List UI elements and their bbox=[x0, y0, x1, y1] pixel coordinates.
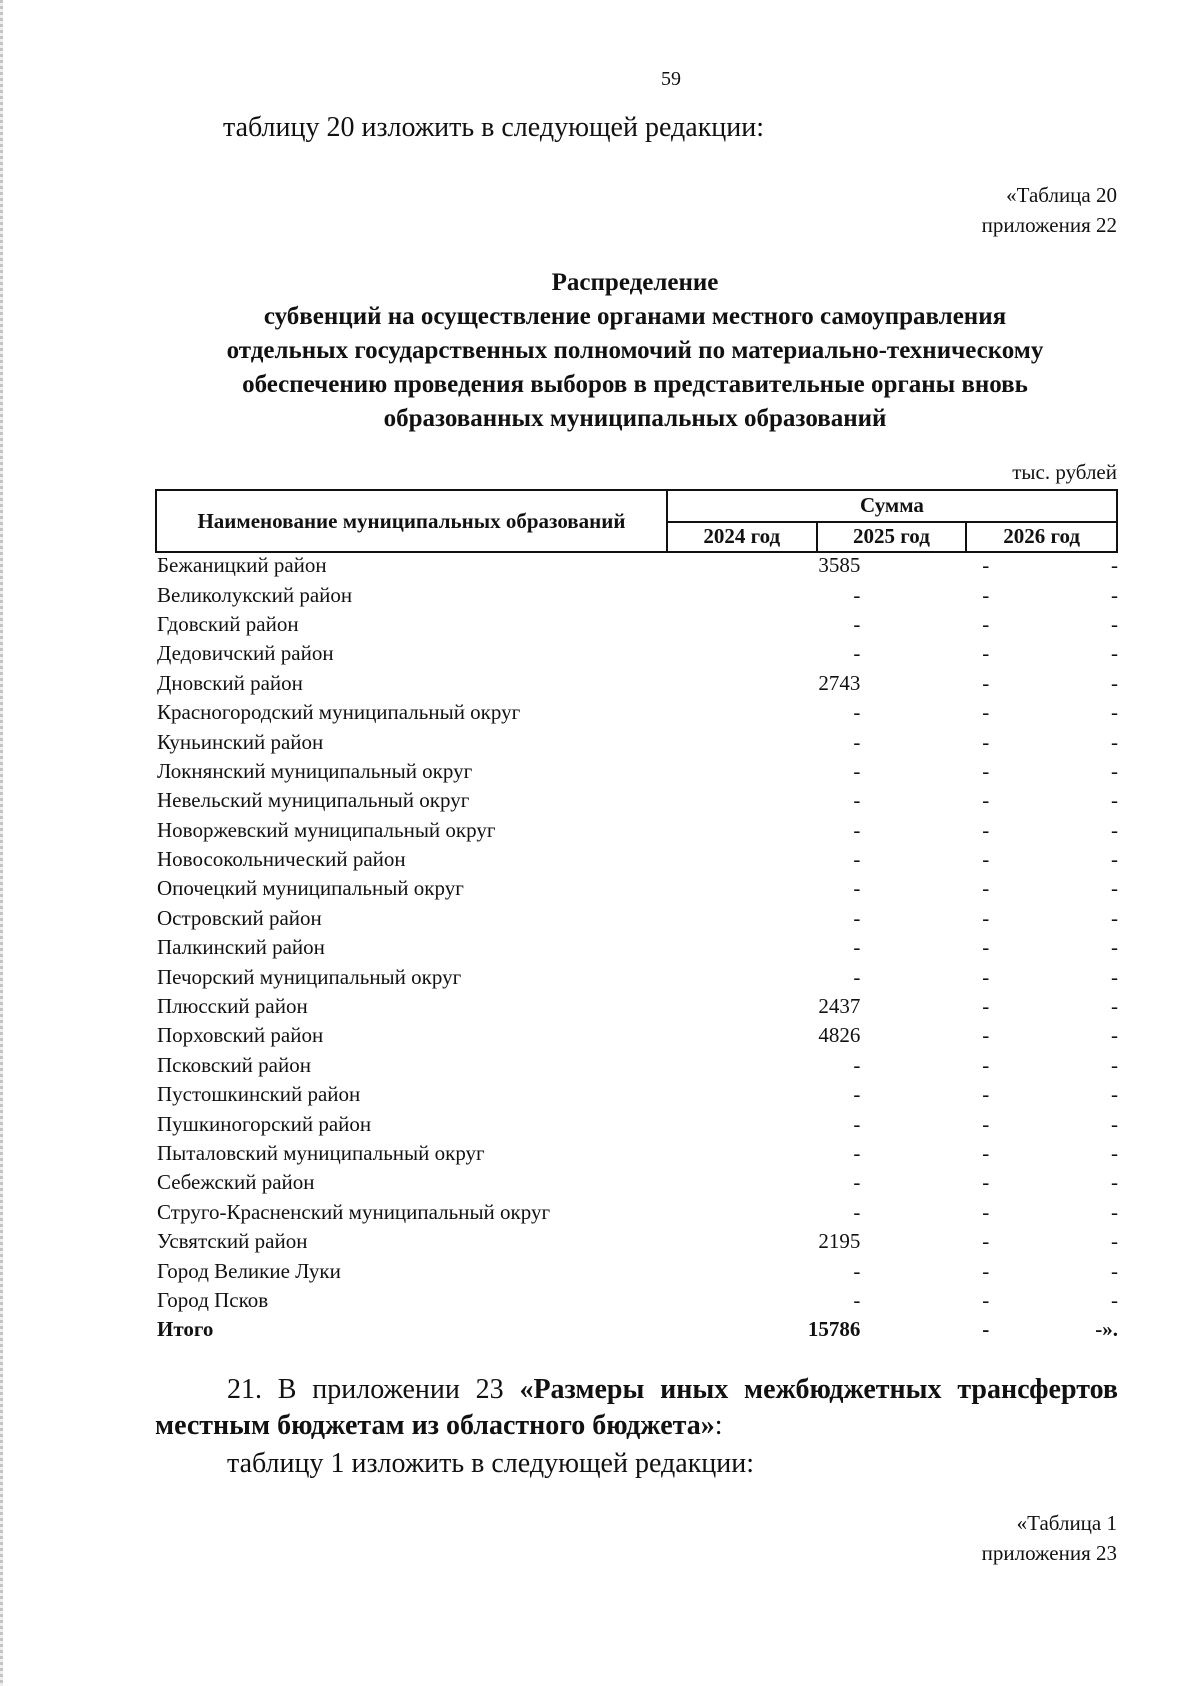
title-line: субвенций на осуществление органами местного самоуправления bbox=[263, 303, 1007, 330]
table-header bbox=[155, 489, 1118, 553]
row-name: Пыталовский муниципальный округ bbox=[157, 1141, 485, 1165]
value-2025: - bbox=[982, 582, 990, 607]
value-2025: - bbox=[982, 905, 990, 930]
table-row bbox=[155, 551, 1118, 580]
value-2024: - bbox=[853, 1111, 861, 1136]
row-name: Псковский район bbox=[157, 1052, 311, 1077]
table-row bbox=[155, 757, 1118, 786]
table-row bbox=[155, 845, 1118, 874]
value-2025: - bbox=[982, 1023, 990, 1048]
row-name: Плюсский район bbox=[157, 994, 308, 1019]
value-2024: - bbox=[853, 876, 861, 901]
value-2024: - bbox=[853, 1170, 861, 1195]
intro-text: таблицу 20 изложить в следующей редакции: bbox=[223, 112, 765, 143]
table-row bbox=[155, 639, 1118, 668]
row-name: Гдовский район bbox=[157, 611, 299, 636]
title-line: Распределение bbox=[551, 269, 719, 296]
value-2025: - bbox=[982, 1082, 990, 1107]
table-ref-line: приложения 22 bbox=[981, 213, 1117, 237]
title-line: отдельных государственных полномочий по материально-техническому bbox=[226, 337, 1044, 364]
row-name: Островский район bbox=[157, 905, 322, 930]
value-2026: - bbox=[1111, 788, 1119, 813]
value-2025: - bbox=[982, 788, 990, 813]
value-2025: - bbox=[982, 758, 990, 783]
value-2026: - bbox=[1111, 553, 1119, 578]
row-name: Дновский район bbox=[157, 670, 303, 695]
value-2025: - bbox=[982, 994, 990, 1019]
value-2024: - bbox=[853, 817, 861, 842]
row-name: Усвятский район bbox=[157, 1229, 308, 1254]
table-row bbox=[155, 1168, 1118, 1197]
row-name: Бежаницкий район bbox=[157, 553, 327, 578]
value-2026: - bbox=[1111, 1287, 1119, 1312]
value-2026: - bbox=[1111, 700, 1119, 725]
value-2025: - bbox=[982, 876, 990, 901]
table-row bbox=[155, 1256, 1118, 1285]
row-name: Струго-Красненский муниципальный округ bbox=[157, 1199, 551, 1224]
value-2026: - bbox=[1111, 1023, 1119, 1048]
value-2026: - bbox=[1111, 729, 1119, 754]
value-2025: - bbox=[982, 1258, 990, 1283]
table-row bbox=[155, 1227, 1118, 1256]
table-row bbox=[155, 1051, 1118, 1080]
value-2025: - bbox=[982, 700, 990, 725]
value-2024: - bbox=[853, 729, 861, 754]
value-2025: - bbox=[982, 1111, 990, 1136]
value-2025: - bbox=[982, 729, 990, 754]
value-2025: - bbox=[982, 935, 990, 960]
row-name: Пустошкинский район bbox=[157, 1082, 361, 1107]
value-2026: - bbox=[1111, 641, 1119, 666]
table-reference-1 bbox=[982, 1508, 1117, 1568]
table-row bbox=[155, 904, 1118, 933]
value-2024: 15786 bbox=[807, 1317, 861, 1342]
value-2024: - bbox=[853, 935, 861, 960]
header-year-2025: 2025 год bbox=[817, 522, 967, 553]
value-2026: - bbox=[1111, 1229, 1119, 1254]
value-2026: - bbox=[1111, 964, 1119, 989]
value-2024: - bbox=[853, 847, 861, 872]
table-row bbox=[155, 1286, 1118, 1315]
row-name: Невельский муниципальный округ bbox=[157, 788, 470, 813]
table-row bbox=[155, 1109, 1118, 1138]
value-2026: - bbox=[1111, 847, 1119, 872]
title-line: обеспечению проведения выборов в представительные органы вновь bbox=[242, 371, 1028, 398]
table-row bbox=[155, 610, 1118, 639]
table-body bbox=[155, 551, 1118, 1345]
value-2026: -». bbox=[1095, 1317, 1119, 1342]
value-2026: - bbox=[1111, 670, 1119, 695]
row-name: Дедовичский район bbox=[157, 641, 334, 666]
value-2025: - bbox=[982, 1170, 990, 1195]
value-2024: - bbox=[853, 582, 861, 607]
value-2024: - bbox=[853, 700, 861, 725]
value-2024: - bbox=[853, 788, 861, 813]
scan-edge bbox=[0, 0, 3, 1686]
value-2025: - bbox=[982, 1052, 990, 1077]
value-2025: - bbox=[982, 1199, 990, 1224]
row-name: Новоржевский муниципальный округ bbox=[157, 817, 496, 842]
value-2024: - bbox=[853, 1052, 861, 1077]
header-year-2026: 2026 год bbox=[966, 522, 1117, 553]
table-row bbox=[155, 1021, 1118, 1050]
value-2026: - bbox=[1111, 1082, 1119, 1107]
value-2025: - bbox=[982, 1287, 990, 1312]
value-2025: - bbox=[982, 641, 990, 666]
page-number: 59 bbox=[661, 68, 681, 90]
value-2024: - bbox=[853, 1287, 861, 1312]
value-2025: - bbox=[982, 670, 990, 695]
row-name: Итого bbox=[157, 1317, 214, 1342]
value-2026: - bbox=[1111, 935, 1119, 960]
value-2025: - bbox=[982, 1229, 990, 1254]
value-2026: - bbox=[1111, 611, 1119, 636]
table-row bbox=[155, 992, 1118, 1021]
table-reference-20 bbox=[982, 180, 1117, 240]
document-title bbox=[140, 266, 1130, 436]
value-2025: - bbox=[982, 611, 990, 636]
value-2024: 2195 bbox=[818, 1229, 861, 1254]
row-name: Куньинский район bbox=[157, 729, 324, 754]
table-row bbox=[155, 669, 1118, 698]
value-2026: - bbox=[1111, 1111, 1119, 1136]
table-row bbox=[155, 1139, 1118, 1168]
total-row bbox=[155, 1315, 1118, 1344]
value-2025: - bbox=[982, 817, 990, 842]
row-name: Себежский район bbox=[157, 1170, 315, 1195]
value-2026: - bbox=[1111, 876, 1119, 901]
value-2026: - bbox=[1111, 582, 1119, 607]
table-row bbox=[155, 580, 1118, 609]
table1-text bbox=[155, 1446, 1118, 1482]
value-2025: - bbox=[982, 847, 990, 872]
table1-text-line: таблицу 1 изложить в следующей редакции: bbox=[227, 1448, 755, 1479]
table-row bbox=[155, 962, 1118, 991]
value-2024: 4826 bbox=[818, 1023, 861, 1048]
table-ref-line: «Таблица 20 bbox=[1006, 183, 1117, 207]
value-2024: 3585 bbox=[818, 553, 861, 578]
value-2026: - bbox=[1111, 758, 1119, 783]
value-2024: - bbox=[853, 641, 861, 666]
value-2026: - bbox=[1111, 905, 1119, 930]
value-2024: - bbox=[853, 964, 861, 989]
table-row bbox=[155, 698, 1118, 727]
value-2026: - bbox=[1111, 1052, 1119, 1077]
value-2024: 2743 bbox=[818, 670, 861, 695]
paragraph-suffix: : bbox=[714, 1410, 723, 1441]
table-row bbox=[155, 1198, 1118, 1227]
value-2024: - bbox=[853, 1141, 861, 1165]
paragraph-bold-title: «Размеры иных межбюджетных трансфертов местным бюджетам из областного бюджета» bbox=[155, 1374, 1118, 1441]
value-2025: - bbox=[982, 964, 990, 989]
row-name: Опочецкий муниципальный округ bbox=[157, 876, 464, 901]
table-row bbox=[155, 727, 1118, 756]
value-2026: - bbox=[1111, 1141, 1119, 1165]
row-name: Город Псков bbox=[157, 1287, 269, 1312]
paragraph-21 bbox=[155, 1372, 1118, 1444]
table-row bbox=[155, 874, 1118, 903]
row-name: Порховский район bbox=[157, 1023, 324, 1048]
value-2024: - bbox=[853, 1258, 861, 1283]
header-year-2024: 2024 год bbox=[667, 522, 817, 553]
paragraph-prefix: 21. В приложении 23 bbox=[227, 1374, 520, 1405]
row-name: Палкинский район bbox=[157, 935, 325, 960]
value-2024: - bbox=[853, 611, 861, 636]
row-name: Великолукский район bbox=[157, 582, 353, 607]
table-row bbox=[155, 786, 1118, 815]
value-2025: - bbox=[982, 553, 990, 578]
row-name: Печорский муниципальный округ bbox=[157, 964, 462, 989]
value-2024: - bbox=[853, 1082, 861, 1107]
header-sum: Сумма bbox=[667, 490, 1117, 522]
value-2024: - bbox=[853, 1199, 861, 1224]
value-2026: - bbox=[1111, 1199, 1119, 1224]
table-row bbox=[155, 816, 1118, 845]
title-line: образованных муниципальных образований bbox=[383, 405, 887, 432]
value-2026: - bbox=[1111, 1258, 1119, 1283]
row-name: Город Великие Луки bbox=[157, 1258, 341, 1283]
value-2025: - bbox=[982, 1141, 990, 1165]
value-2026: - bbox=[1111, 1170, 1119, 1195]
header-name: Наименование муниципальных образований bbox=[156, 490, 667, 552]
table-ref-line: приложения 23 bbox=[981, 1541, 1117, 1565]
value-2024: 2437 bbox=[818, 994, 861, 1019]
table-row bbox=[155, 1080, 1118, 1109]
row-name: Пушкиногорский район bbox=[157, 1111, 372, 1136]
units-label: тыс. рублей bbox=[1012, 460, 1117, 484]
row-name: Локнянский муниципальный округ bbox=[157, 758, 473, 783]
value-2024: - bbox=[853, 758, 861, 783]
value-2025: - bbox=[982, 1317, 990, 1342]
value-2024: - bbox=[853, 905, 861, 930]
row-name: Красногородский муниципальный округ bbox=[157, 700, 521, 725]
row-name: Новосокольнический район bbox=[157, 847, 406, 872]
value-2026: - bbox=[1111, 817, 1119, 842]
table-row bbox=[155, 933, 1118, 962]
table-ref-line: «Таблица 1 bbox=[1016, 1511, 1117, 1535]
value-2026: - bbox=[1111, 994, 1119, 1019]
